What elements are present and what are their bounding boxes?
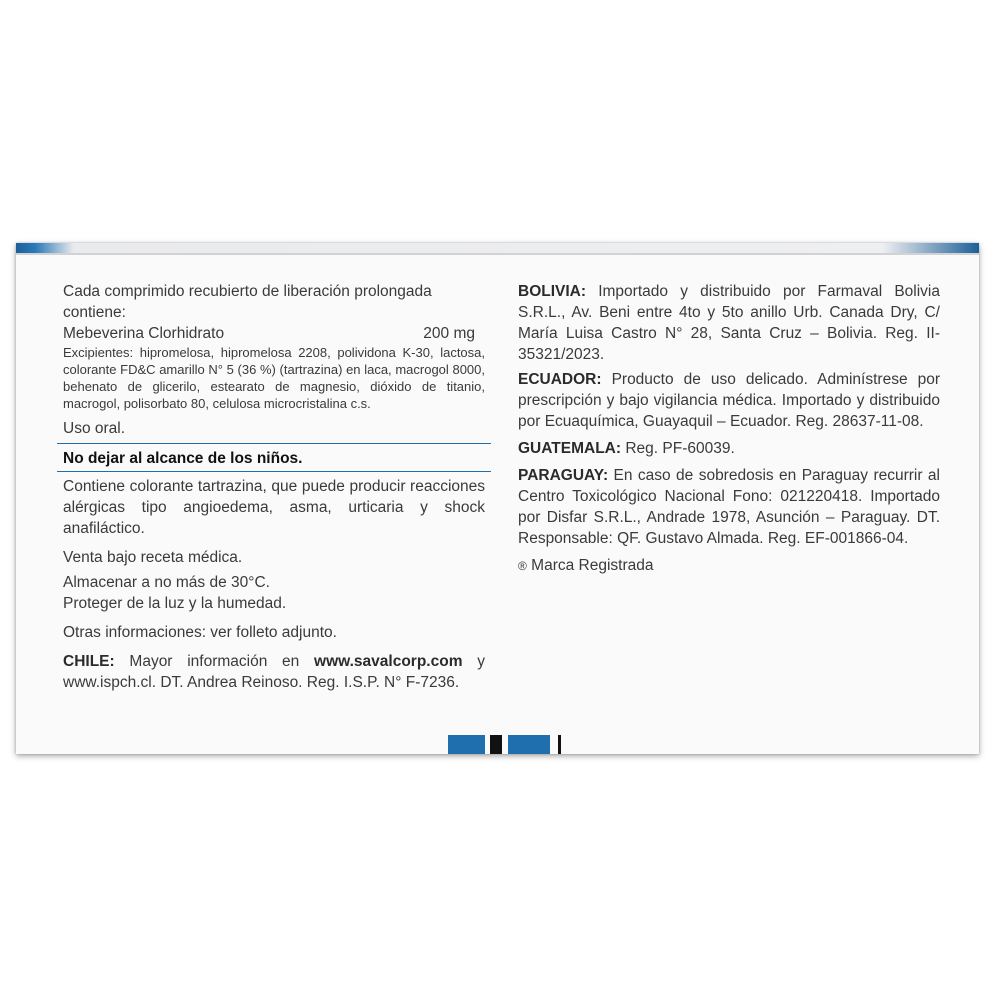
paraguay-info <box>518 465 940 549</box>
package-top-band <box>16 243 979 253</box>
active-ingredient-row <box>63 323 485 344</box>
package-top-edge <box>16 253 979 255</box>
color-bar-black-1 <box>490 735 502 754</box>
chile-label: CHILE: <box>63 653 115 670</box>
children-warning: No dejar al alcance de los niños. <box>63 450 303 467</box>
registered-symbol: ® <box>518 559 527 573</box>
active-ingredient-dose: 200 mg <box>423 325 475 342</box>
trademark-note <box>518 555 940 577</box>
ecuador-text: Producto de uso delicado. Adminístrese por prescripción y bajo vigilancia médica. Importado y distribuido por Ecuaquímica, Guayaquil – Ecuador. Reg. 28637-11-08. <box>518 371 940 430</box>
excipients-text: Excipientes: hipromelosa, hipromelosa 2208, polividona K-30, lactosa, colorante FD&C amarillo N° 5 (36 %) (tartrazina) en laca, macrogol 8000, behenato de glicerilo, estearato de magnesio, dióxido de titanio, macrogol, polisorbato 80, celulosa microcristalina c.s. <box>63 345 485 411</box>
chile-info <box>63 651 485 693</box>
trademark-text: Marca Registrada <box>531 557 654 574</box>
separator-bottom <box>57 471 491 472</box>
chile-url: www.savalcorp.com <box>314 653 463 670</box>
other-info-text: Otras informaciones: ver folleto adjunto. <box>63 624 337 641</box>
storage-light: Proteger de la luz y la humedad. <box>63 595 287 612</box>
chile-text-end: y www.ispch.cl. DT. Andrea Reinoso. Reg. I.S.P. N° F-7236. <box>63 653 485 691</box>
bolivia-label: BOLIVIA: <box>518 283 587 300</box>
paraguay-label: PARAGUAY: <box>518 467 609 484</box>
guatemala-info <box>518 438 940 459</box>
ecuador-info <box>518 369 940 432</box>
ecuador-label: ECUADOR: <box>518 371 602 388</box>
tartrazine-warning: Contiene colorante tartrazina, que puede producir reacciones alérgicas tipo angioedema, asma, urticaria y shock anafiláctico. <box>63 478 485 537</box>
composition-intro: Cada comprimido recubierto de liberación prolongada contiene: <box>63 283 432 321</box>
color-bar-blue-2 <box>508 735 550 754</box>
guatemala-label: GUATEMALA: <box>518 440 622 457</box>
active-ingredient-name: Mebeverina Clorhidrato <box>63 325 225 342</box>
route-text: Uso oral. <box>63 420 126 437</box>
color-bar-black-2 <box>558 735 561 754</box>
chile-text-start: Mayor información en <box>129 653 300 670</box>
guatemala-text: Reg. PF-60039. <box>625 440 735 457</box>
package-back-panel <box>16 243 979 754</box>
prescription-text: Venta bajo receta médica. <box>63 549 243 566</box>
color-bar-blue-1 <box>448 735 485 754</box>
storage-temperature: Almacenar a no más de 30°C. <box>63 574 270 591</box>
bolivia-info <box>518 281 940 365</box>
bolivia-text: Importado y distribuido por Farmaval Bolivia S.R.L., Av. Beni entre 4to y 5to anillo Urb. Canada Dry, C/ María Luisa Castro N° 28, Santa Cruz – Bolivia. Reg. II-35321/2023. <box>518 283 940 363</box>
left-column <box>63 281 485 693</box>
right-column <box>518 281 940 577</box>
paraguay-text: En caso de sobredosis en Paraguay recurrir al Centro Toxicológico Nacional Fono: 021220418. Importado por Disfar S.R.L., Andrade 1978, Asunción – Paraguay. DT. Responsable: QF. Gustavo Almada. Reg. EF-001866-04. <box>518 467 940 547</box>
